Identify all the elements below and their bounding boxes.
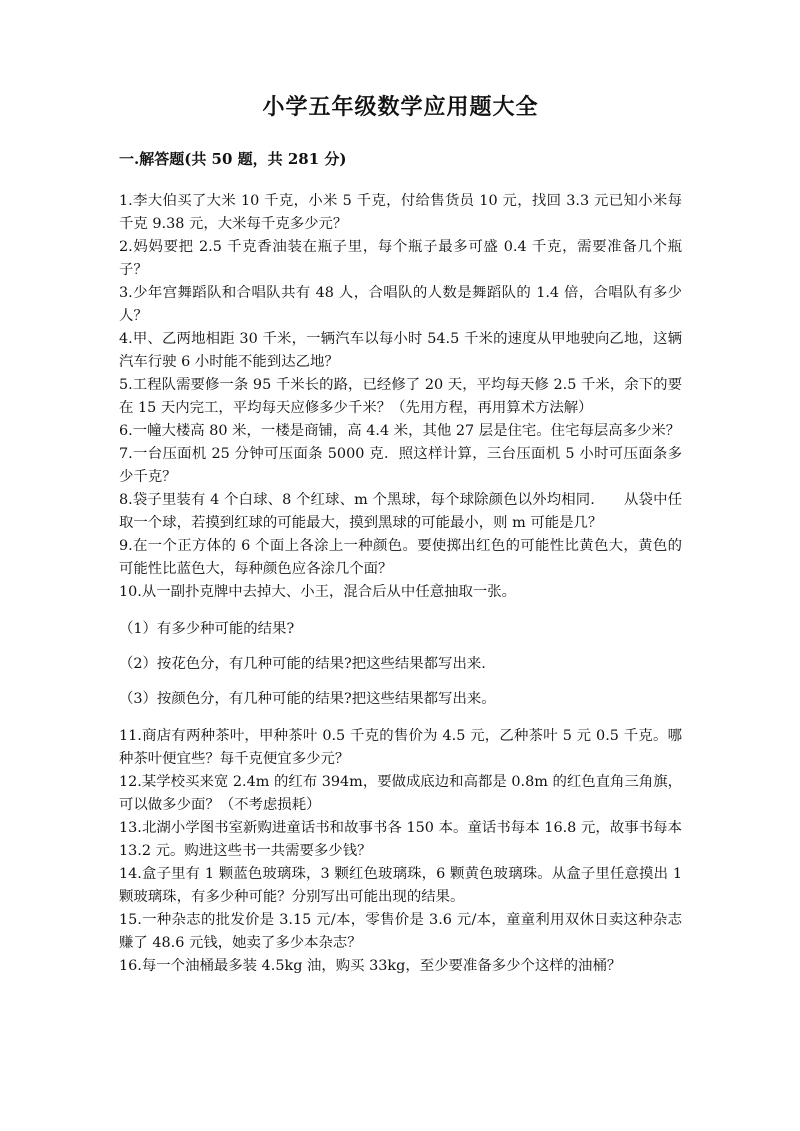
problem-number: 16. [119,958,142,974]
problem-8 [119,489,682,535]
problem-number: 3. [119,285,133,301]
problem-number: 9. [119,538,133,554]
problem-text: 盒子里有 1 颗蓝色玻璃珠，3 颗红色玻璃珠，6 颗黄色玻璃珠。从盒子里任意摸出 1 颗玻璃珠，有多少种可能？分别写出可能出现的结果。 [119,866,682,905]
problem-text: 一种杂志的批发价是 3.15 元/本，零售价是 3.6 元/本，童童利用双休日卖这种杂志赚了 48.6 元钱，她卖了多少本杂志？ [119,912,682,951]
problem-text: 从一副扑克牌中去掉大、小王，混合后从中任意抽取一张。 [141,584,517,600]
page-title: 小学五年级数学应用题大全 [262,94,539,120]
problem-12 [119,771,682,817]
problem-1 [119,190,682,236]
problem-text: 一幢大楼高 80 米，一楼是商铺，高 4.4 米，其他 27 层是住宅。住宅每层高多少米？ [132,423,681,439]
problem-list [119,190,682,978]
problem-number: 13. [119,820,142,836]
problem-text: 一台压面机 25 分钟可压面条 5000 克．照这样计算，三台压面机 5 小时可压面条多少千克？ [119,446,682,485]
problem-text: 在一个正方体的 6 个面上各涂上一种颜色。要使掷出红色的可能性比黄色大，黄色的可能性比蓝色大，每种颜色应各涂几个面？ [119,538,682,577]
problem-text: 甲、乙两地相距 30 千米，一辆汽车以每小时 54.5 千米的速度从甲地驶向乙地，这辆汽车行驶 6 小时能不能到达乙地？ [119,331,682,370]
problem-number: 7. [119,446,133,462]
problem-text: 少年宫舞蹈队和合唱队共有 48 人，合唱队的人数是舞蹈队的 1.4 倍，合唱队有多少人？ [119,285,682,324]
problem-number: 10. [119,584,142,600]
problem-16 [119,955,682,978]
problem-11 [119,725,682,771]
problem-text: 工程队需要修一条 95 千米长的路，已经修了 20 天，平均每天修 2.5 千米，余下的要在 15 天内完工，平均每天应修多少千米？（先用方程，再用算术方法解） [119,377,682,416]
problem-4 [119,328,682,374]
problem-text: 李大伯买了大米 10 千克，小米 5 千克，付给售货员 10 元，找回 3.3 元已知小米每千克 9.38 元，大米每千克多少元？ [119,193,682,232]
problem-text: 北湖小学图书室新购进童话书和故事书各 150 本。童话书每本 16.8 元，故事书每本 13.2 元。购进这些书一共需要多少钱？ [119,820,682,859]
problem-number: 14. [119,866,142,882]
problem-text: 每一个油桶最多装 4.5kg 油，购买 33kg，至少要准备多少个这样的油桶？ [141,958,622,974]
subquestion-10-1: （1）有多少种可能的结果? [119,621,295,637]
problem-13 [119,817,682,863]
problem-15 [119,909,682,955]
problem-number: 12. [119,774,142,790]
problem-9 [119,535,682,581]
problem-2 [119,236,682,282]
problem-5 [119,374,682,420]
problem-14 [119,863,682,909]
problem-number: 11. [119,728,142,744]
problem-text: 妈妈要把 2.5 千克香油装在瓶子里，每个瓶子最多可盛 0.4 千克，需要准备几个瓶子？ [119,239,682,278]
problem-number: 15. [119,912,142,928]
problem-6 [119,420,682,443]
problem-7 [119,443,682,489]
problem-number: 2. [119,239,133,255]
problem-number: 4. [119,331,133,347]
problem-text: 袋子里装有 4 个白球、8 个红球、m 个黑球，每个球除颜色以外均相同. 从袋中任取一个球，若摸到红球的可能最大，摸到黑球的可能最小，则 m 可能是几？ [119,492,682,531]
problem-number: 8. [119,492,133,508]
problem-number: 6. [119,423,133,439]
problem-text: 某学校买来宽 2.4m 的红布 394m，要做成底边和高都是 0.8m 的红色直角三角旗，可以做多少面？（不考虑损耗） [119,774,682,813]
subquestion-10-2: （2）按花色分，有几种可能的结果?把这些结果都写出来. [119,656,486,672]
problem-number: 5. [119,377,133,393]
problem-text: 商店有两种茶叶，甲种茶叶 0.5 千克的售价为 4.5 元，乙种茶叶 5 元 0.5 千克。哪种茶叶便宜些？每千克便宜多少元？ [119,728,682,767]
problem-number: 1. [119,193,133,209]
problem-10 [119,581,682,604]
subquestion-10-3: （3）按颜色分，有几种可能的结果?把这些结果都写出来。 [119,691,496,707]
problem-3 [119,282,682,328]
section-heading: 一.解答题(共 50 题，共 281 分) [119,150,347,168]
